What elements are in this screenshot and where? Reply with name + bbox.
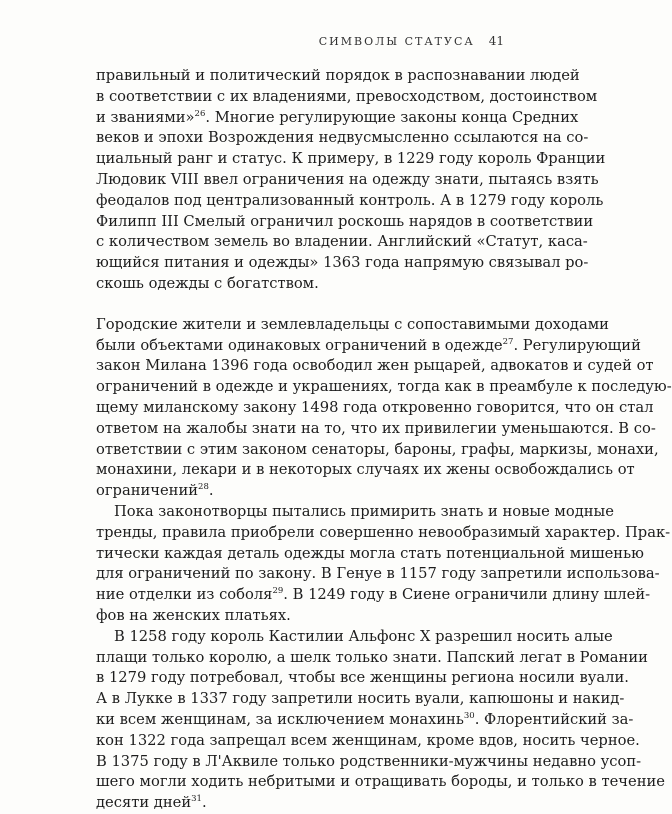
text-line: шего могли ходить небритыми и отращивать бороды, и только в течение [96, 773, 665, 791]
text-line: циальный ранг и статус. К примеру, в 1229 году король Франции [96, 150, 606, 168]
text-line: скошь одежды с богатством. [96, 274, 319, 292]
text-line: для ограничений по закону. В Генуе в 1157 году запретили использова- [96, 565, 660, 583]
text-line: веков и эпохи Возрождения недвусмысленно ссылаются на со- [96, 129, 589, 147]
text-line: фов на женских платьях. [96, 606, 291, 624]
text-line: ющийся питания и одежды» 1363 года напрямую связывал ро- [96, 254, 589, 272]
text-line: В 1375 году в Л'Аквиле только родственники-мужчины недавно усоп- [96, 752, 642, 770]
text-line: в 1279 году потребовал, чтобы все женщины региона носили вуали. [96, 669, 629, 687]
text-line: Филипп III Смелый ограничил роскошь нарядов в соответствии [96, 212, 594, 230]
footnote-ref-29[interactable]: 29 [272, 586, 284, 597]
footnote-ref-30[interactable]: 30 [463, 710, 475, 721]
footnote-ref-31[interactable]: 31 [191, 794, 202, 805]
paragraph-2 [96, 502, 671, 627]
text-line: ограничений в одежде и украшениях, тогда как в преамбуле к последую- [96, 378, 672, 396]
text-line: ответом на жалобы знати на то, что их привилегии уменьшаются. В со- [96, 419, 656, 437]
paragraph-1 [96, 315, 672, 502]
text-line: Городские жители и землевладельцы с сопоставимыми доходами [96, 315, 609, 333]
text-line: в соответствии с их владениями, превосходством, достоинством [96, 87, 598, 105]
running-head [319, 34, 504, 48]
text-line: ние отделки из соболя$^{29}$. В 1249 году в Сиене ограничили длину шлей- [96, 586, 651, 604]
page-number: 41 [488, 34, 504, 48]
text-line: монахини, лекари и в некоторых случаях их жены освобождались от [96, 461, 635, 479]
text-line: тически каждая деталь одежды могла стать потенциальной мишенью [96, 544, 644, 562]
text-line: правильный и политический порядок в распознавании людей [96, 67, 580, 84]
footnote-ref-28[interactable]: 28 [198, 482, 209, 493]
text-line: Людовик VIII ввел ограничения на одежду знати, пытаясь взять [96, 170, 599, 188]
footnote-ref-26[interactable]: 26 [194, 108, 206, 119]
body-text [96, 66, 672, 814]
text-line: десяти дней$^{31}$. [96, 794, 207, 812]
footnote-ref-27[interactable]: 27 [502, 336, 514, 347]
text-line: щему миланскому закону 1498 года откровенно говорится, что он стал [96, 398, 654, 416]
text-line: В 1258 году король Кастилии Альфонс X разрешил носить алые [114, 627, 613, 645]
text-line: закон Милана 1396 года освободил жен рыцарей, адвокатов и судей от [96, 357, 654, 375]
text-line: ки всем женщинам, за исключением монахинь$^{30}$. Флорентийский за- [96, 710, 634, 728]
text-line: Пока законотворцы пытались примирить знать и новые модные [114, 502, 614, 520]
text-line: тренды, правила приобрели совершенно невообразимый характер. Прак- [96, 523, 671, 541]
text-line: плащи только королю, а шелк только знати. Папский легат в Романии [96, 648, 648, 666]
text-line: кон 1322 года запрещал всем женщинам, кроме вдов, носить черное. [96, 731, 640, 749]
chapter-title: СИМВОЛЫ СТАТУСА [318, 35, 475, 48]
text-line: ответствии с этим законом сенаторы, бароны, графы, маркизы, монахи, [96, 440, 659, 458]
text-line: были объектами одинаковых ограничений в одежде$^{27}$. Регулирующий [96, 336, 641, 354]
text-line: ограничений$^{28}$. [96, 482, 214, 500]
text-line: с количеством земель во владении. Английский «Статут, каса- [96, 233, 588, 251]
text-line: и званиями»$^{26}$. Многие регулирующие законы конца Средних [96, 108, 579, 126]
paragraph-3 [96, 627, 665, 814]
quote-paragraph [96, 66, 606, 295]
text-line: феодалов под централизованный контроль. А в 1279 году король [96, 191, 604, 209]
text-line: А в Лукке в 1337 году запретили носить вуали, капюшоны и накид- [96, 690, 625, 708]
